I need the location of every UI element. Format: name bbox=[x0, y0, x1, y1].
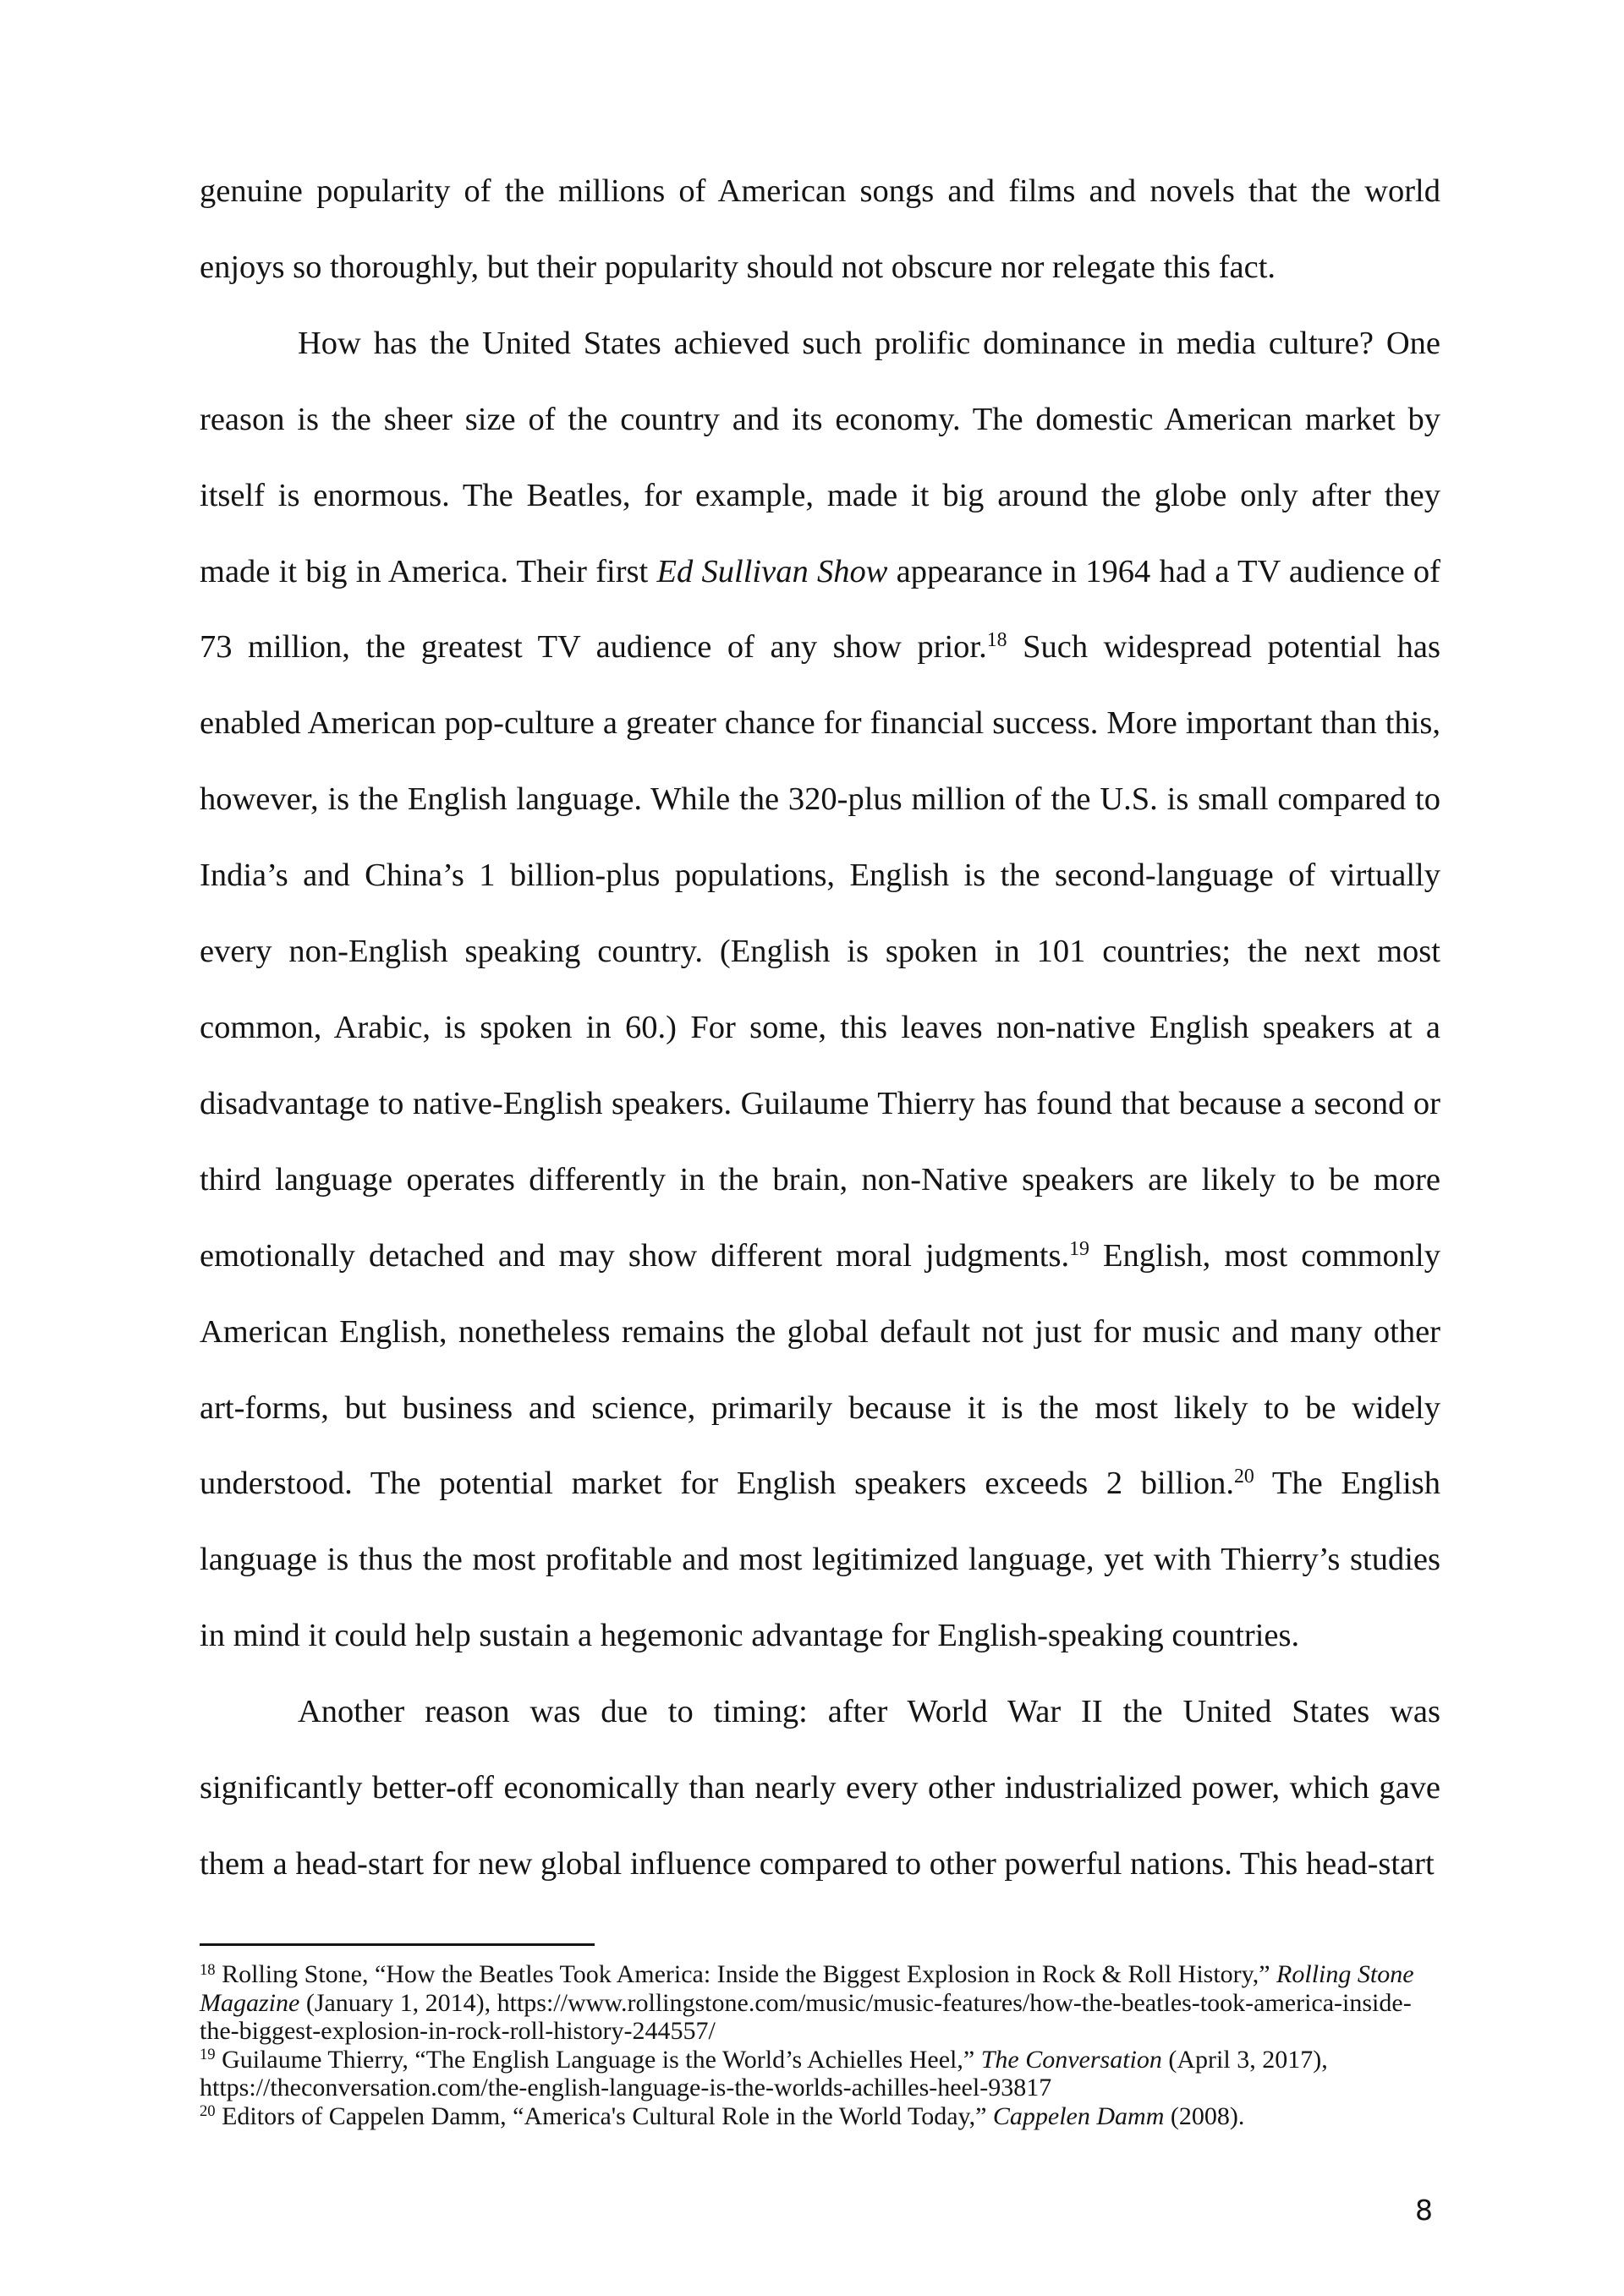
footnote-ref: 20 bbox=[200, 2102, 216, 2121]
footnote-ref: 18 bbox=[200, 1960, 216, 1979]
page-number: 8 bbox=[1415, 2194, 1433, 2227]
footnote-ref: 20 bbox=[1233, 1466, 1254, 1488]
text-run: genuine popularity of the millions of American songs and films and novels that the world enjoys so thoroughly, but their popularity should not obscure nor relegate this fact. bbox=[200, 173, 1440, 285]
italic-text: Ed Sullivan Show bbox=[656, 553, 888, 589]
footnote bbox=[200, 1960, 1443, 2046]
footnote-separator bbox=[200, 1943, 595, 1946]
text-run: Rolling Stone, “How the Beatles Took America: Inside the Biggest Explosion in Rock & Roll History,” bbox=[215, 1960, 1277, 1988]
text-run: Such widespread potential has enabled American pop-culture a greater chance for financial success. More important than this, however, is the English language. While the 320-plus million of the U.S. is small compared to India’s and China’s 1 billion-plus populations, English is the second-language of virtually every non-English speaking country. (English is spoken in 101 countries; the next most common, Arabic, is spoken in 60.) For some, this leaves non-native English speakers at a disadvantage to native-English speakers. Guilaume Thierry has found that because a second or third language operates differently in the brain, non-Native speakers are likely to be more emotionally detached and may show different moral judgments. bbox=[200, 629, 1440, 1274]
footnote bbox=[200, 2046, 1443, 2102]
text-run: Another reason was due to timing: after World War II the United States was significantly better-off economically than nearly every other industrialized power, which gave them a head-start for new global influence compared to other powerful nations. This head-start bbox=[200, 1694, 1440, 1882]
text-run: The English language is thus the most profitable and most legitimized language, yet with Thierry’s studies in mind it could help sustain a hegemonic advantage for English-speaking countries. bbox=[200, 1466, 1440, 1654]
text-run: (January 1, 2014), https://www.rollingstone.com/music/music-features/how-the-beatles-took-america-inside-the-biggest-explosion-in-rock-roll-history-244557/ bbox=[200, 1988, 1412, 2045]
footnote-ref: 19 bbox=[200, 2046, 216, 2064]
text-run: English, most commonly American English, nonetheless remains the global default not just for music and many other art-forms, but business and science, primarily because it is the most likely to be widely understood. The potential market for English speakers exceeds 2 billion. bbox=[200, 1237, 1440, 1502]
text-run: Editors of Cappelen Damm, “America's Cultural Role in the World Today,” bbox=[215, 2101, 993, 2130]
footnote-ref: 19 bbox=[1069, 1237, 1089, 1260]
body-text bbox=[200, 154, 1440, 1903]
text-run: (April 3, 2017), https://theconversation.com/the-english-language-is-the-worlds-achilles-heel-93817 bbox=[200, 2045, 1328, 2101]
footnote bbox=[200, 2102, 1443, 2131]
text-run: How has the United States achieved such prolific dominance in media culture? One reason is the sheer size of the country and its economy. The domestic American market by itself is enormous. The Beatles, for example, made it big around the globe only after they made it big in America. Their first bbox=[200, 325, 1440, 589]
italic-text: The Conversation bbox=[980, 2045, 1162, 2074]
paragraph bbox=[200, 1674, 1440, 1903]
text-run: appearance in 1964 had a TV audience of 73 million, the greatest TV audience of any show prior. bbox=[200, 553, 1441, 666]
paragraph bbox=[200, 306, 1440, 1674]
text-run: Guilaume Thierry, “The English Language is the World’s Achielles Heel,” bbox=[215, 2045, 981, 2074]
footnotes bbox=[200, 1960, 1443, 2130]
paragraph bbox=[200, 154, 1440, 306]
footnote-ref: 18 bbox=[986, 629, 1007, 652]
italic-text: Cappelen Damm bbox=[992, 2101, 1165, 2130]
text-run: (2008). bbox=[1164, 2101, 1245, 2130]
italic-text: Rolling Stone Magazine bbox=[200, 1960, 1414, 2017]
